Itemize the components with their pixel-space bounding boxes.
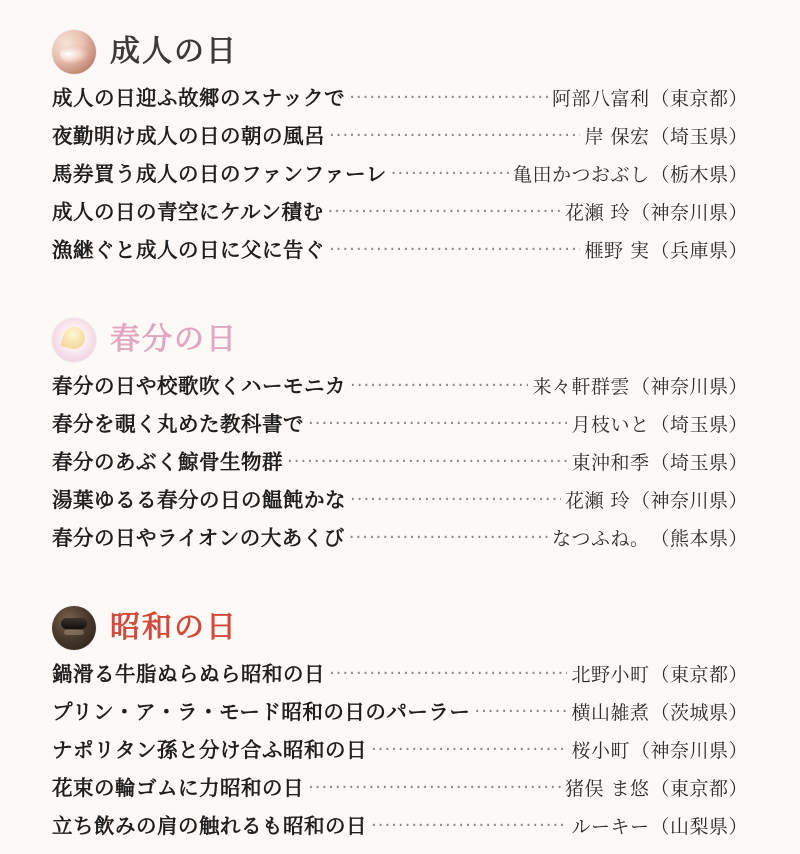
haiku-text: 鍋滑る牛脂ぬらぬら昭和の日	[52, 662, 325, 686]
haiku-text: 花束の輪ゴムに力昭和の日	[52, 776, 304, 800]
section-spacer	[0, 566, 800, 592]
section-spacer	[0, 278, 800, 304]
shunbun-no-hi-photo-icon	[52, 318, 96, 362]
section-title-showa: 昭和の日	[110, 610, 238, 645]
dot-leader	[349, 529, 548, 547]
author-prefecture: （神奈川県）	[630, 740, 748, 762]
author-name: 月枝いと	[571, 414, 650, 436]
list-item	[52, 202, 748, 240]
author-prefecture: （東京都）	[650, 88, 748, 110]
haiku-text: 春分の日やライオンの大あくび	[52, 526, 345, 550]
section-header-seijin	[52, 16, 748, 88]
haiku-text: 成人の日迎ふ故郷のスナックで	[52, 86, 346, 110]
haiku-text: 春分のあぶく鯨骨生物群	[52, 450, 283, 474]
section-header-showa	[52, 592, 748, 664]
list-item	[52, 414, 748, 452]
author-name: 花瀬 玲	[564, 490, 630, 512]
author-name: 亀田かつおぶし	[512, 164, 650, 186]
dot-leader	[329, 127, 580, 145]
dot-leader	[329, 665, 567, 683]
haiku-text: 漁継ぐと成人の日に父に告ぐ	[52, 238, 325, 262]
author-name: 横山雑煮	[571, 702, 650, 724]
author-name: 東沖和季	[571, 452, 650, 474]
showa-no-hi-photo-icon	[52, 606, 96, 650]
list-item	[52, 778, 748, 816]
dot-leader	[349, 89, 548, 107]
author-name: 北野小町	[571, 664, 650, 686]
dot-leader	[371, 741, 567, 759]
haiku-text: 馬券買う成人の日のファンファーレ	[52, 162, 387, 186]
author-prefecture: （神奈川県）	[630, 490, 748, 512]
dot-leader	[308, 415, 567, 433]
haiku-text: 夜勤明け成人の日の朝の風呂	[52, 124, 325, 148]
author-name: ルーキー	[571, 816, 650, 838]
author-prefecture: （東京都）	[650, 664, 748, 686]
dot-leader	[350, 377, 528, 395]
list-item	[52, 664, 748, 702]
top-spacer	[0, 0, 800, 16]
author-name: 花瀬 玲	[564, 202, 630, 224]
section-header-shunbun	[52, 304, 748, 376]
entry-list-shunbun	[52, 376, 748, 566]
author-name: 来々軒群雲	[532, 376, 630, 398]
list-item	[52, 376, 748, 414]
dot-leader	[371, 817, 567, 835]
author-name: 岸 保宏	[584, 126, 650, 148]
list-item	[52, 740, 748, 778]
dot-leader	[474, 703, 567, 721]
entry-list-showa	[52, 664, 748, 854]
author-prefecture: （熊本県）	[650, 528, 748, 550]
author-name: なつふね。	[551, 528, 650, 550]
dot-leader	[308, 779, 561, 797]
author-prefecture: （栃木県）	[650, 164, 748, 186]
section-showa-no-hi	[0, 592, 800, 854]
dot-leader	[391, 165, 509, 183]
author-prefecture: （神奈川県）	[630, 202, 748, 224]
dot-leader	[287, 453, 567, 471]
list-item	[52, 528, 748, 566]
list-item	[52, 452, 748, 490]
author-prefecture: （東京都）	[650, 778, 748, 800]
author-name: 阿部八富利	[551, 88, 650, 110]
dot-leader	[327, 203, 560, 221]
author-name: 桜小町	[571, 740, 630, 762]
list-item	[52, 126, 748, 164]
author-prefecture: （山梨県）	[650, 816, 748, 838]
haiku-text: 春分の日や校歌吹くハーモニカ	[52, 374, 346, 398]
author-prefecture: （埼玉県）	[650, 126, 748, 148]
haiku-text: 成人の日の青空にケルン積む	[52, 200, 324, 224]
list-item	[52, 88, 748, 126]
author-prefecture: （兵庫県）	[650, 240, 748, 262]
section-seijin-no-hi	[0, 16, 800, 278]
haiku-text: プリン・ア・ラ・モード昭和の日のパーラー	[52, 700, 471, 724]
haiku-text: 春分を覗く丸めた教科書で	[52, 412, 304, 436]
author-prefecture: （埼玉県）	[650, 452, 748, 474]
dot-leader	[350, 491, 561, 509]
author-name: 猪俣 ま悠	[564, 778, 650, 800]
author-prefecture: （茨城県）	[650, 702, 748, 724]
section-shunbun-no-hi	[0, 304, 800, 566]
seijin-no-hi-photo-icon	[52, 30, 96, 74]
section-title-shunbun: 春分の日	[110, 322, 238, 357]
list-item	[52, 240, 748, 278]
haiku-text: 立ち飲みの肩の触れるも昭和の日	[52, 814, 367, 838]
list-item	[52, 164, 748, 202]
section-title-seijin: 成人の日	[110, 34, 238, 69]
author-prefecture: （埼玉県）	[650, 414, 748, 436]
list-item	[52, 702, 748, 740]
haiku-text: ナポリタン孫と分け合ふ昭和の日	[52, 738, 367, 762]
dot-leader	[329, 241, 580, 259]
author-prefecture: （神奈川県）	[630, 376, 748, 398]
haiku-text: 湯葉ゆるる春分の日の饂飩かな	[52, 488, 346, 512]
author-name: 榧野 実	[584, 240, 650, 262]
entry-list-seijin	[52, 88, 748, 278]
list-item	[52, 490, 748, 528]
